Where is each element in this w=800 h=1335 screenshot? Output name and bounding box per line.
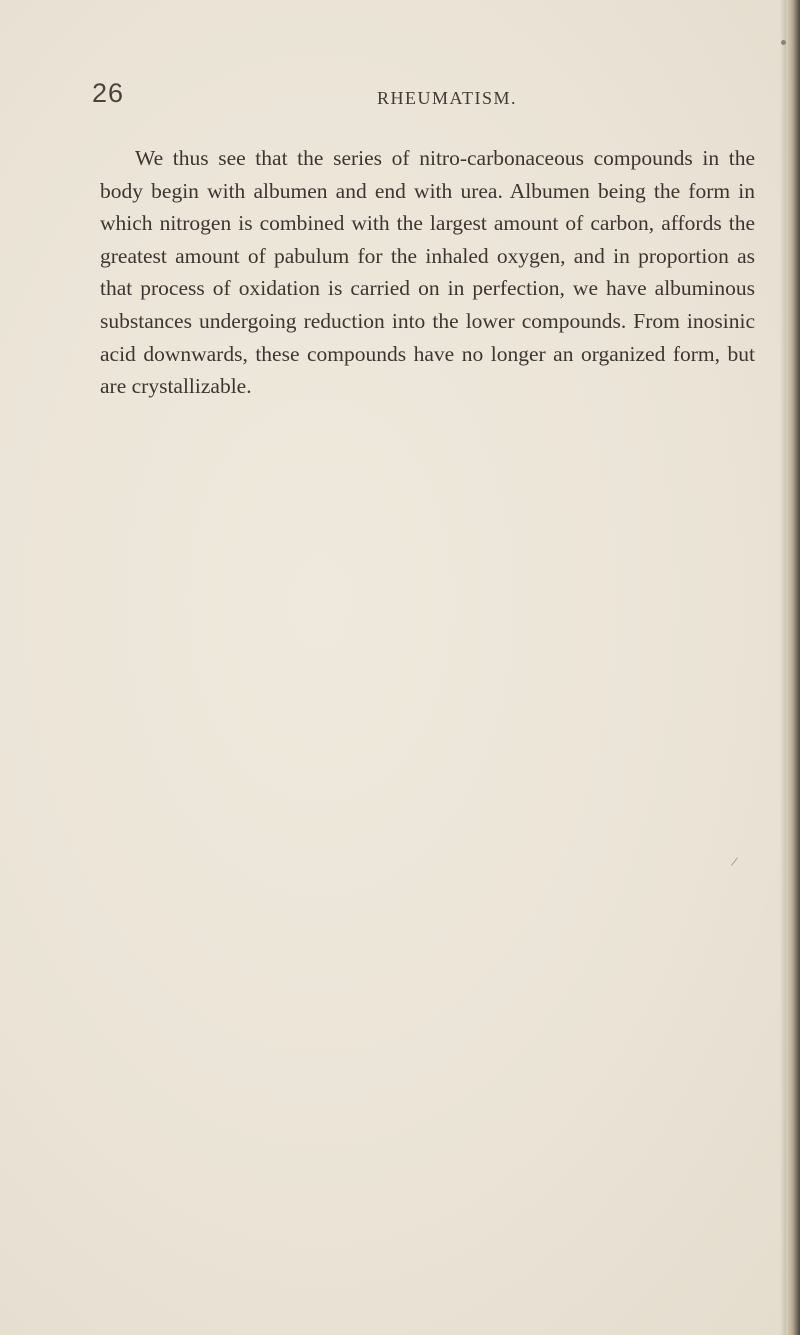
page-number: 26 (92, 78, 125, 108)
body-paragraph: We thus see that the series of nitro-carbonaceous compounds in the body begin with albumen and end with urea. Albumen being the form in which nitrogen is combined with the largest amount of carbon, affords the greatest amount of pabulum for the inhaled oxygen, and in proportion as that process of oxidation is carried on in perfection, we have albuminous substances undergoing reduction into the lower compounds. From inosinic acid downwards, these compounds have no longer an organized form, but are crystallizable. (100, 146, 755, 399)
stray-mark: / (729, 854, 739, 871)
page-edge (786, 0, 800, 1335)
ink-speck (781, 40, 786, 45)
running-head: RHEUMATISM. (376, 88, 517, 108)
page-header (92, 78, 752, 118)
